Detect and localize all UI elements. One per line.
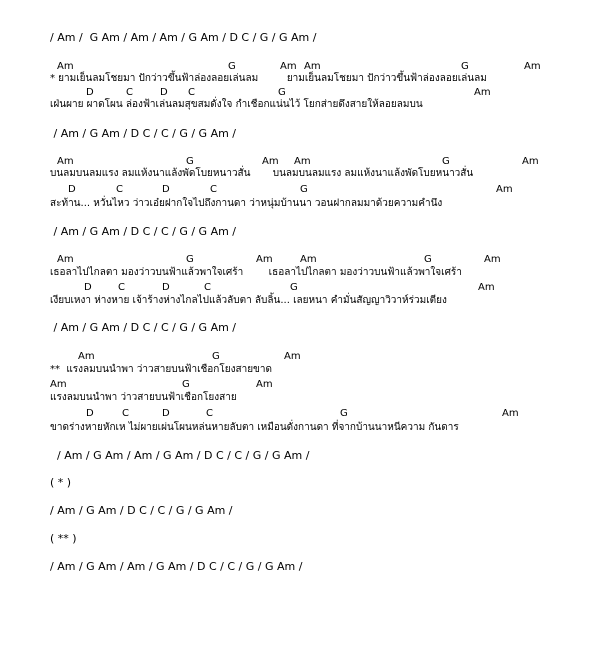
- progression: / Am / G Am / D C / C / G / G Am /: [50, 321, 237, 334]
- chord: Am: [50, 379, 67, 390]
- chord: Am: [304, 61, 321, 72]
- chord: C: [206, 408, 213, 419]
- chord: Am: [294, 156, 311, 167]
- lyric-line: เงียบเหงา ห่างหาย เจ้าร้างห่างไกลไปแล้วลับตา ลับลิ้น... เลยหนา คำมั่นสัญญาวิวาห์ร่วมเตียง: [50, 295, 447, 306]
- chord: G: [182, 379, 190, 390]
- chord: Am: [280, 61, 297, 72]
- chord: Am: [57, 156, 74, 167]
- chord: G: [424, 254, 432, 265]
- chord: Am: [300, 254, 317, 265]
- chord: D: [160, 87, 168, 98]
- repeat-marker: ( * ): [50, 476, 72, 489]
- lyric-line: * ยามเย็นลมโชยมา ปักว่าวขึ้นฟ้าล่องลอยเล่นลม ยามเย็นลมโชยมา ปักว่าวขึ้นฟ้าล่องลอยเล่นลม: [50, 73, 487, 84]
- chord: Am: [262, 156, 279, 167]
- chord: Am: [478, 282, 495, 293]
- progression: / Am / G Am / D C / C / G / G Am /: [50, 127, 237, 140]
- chord: Am: [484, 254, 501, 265]
- chord: Am: [284, 351, 301, 362]
- repeat-marker: ( ** ): [50, 532, 77, 545]
- chord: C: [116, 184, 123, 195]
- progression: / Am / G Am / D C / C / G / G Am /: [50, 504, 233, 517]
- chord: Am: [256, 254, 273, 265]
- chord: Am: [78, 351, 95, 362]
- chord: D: [68, 184, 76, 195]
- chord: C: [126, 87, 133, 98]
- lyric-line: ขาดร่างหายหักเห ไม่ผายเผ่นโผนหล่นหายลับตา เหมือนดั่งกานดา ที่จากบ้านนาหนีความ กันดาร: [50, 422, 459, 433]
- progression-intro: / Am / G Am / Am / Am / G Am / D C / G / G Am /: [50, 31, 317, 44]
- chord: Am: [256, 379, 273, 390]
- lyric-line: เฝ่นผาย ผาดโผน ล่องฟ้าเล่นลมสุขสมดั่งใจ กำเชือกแน่นไว้ โยกส่ายดึงสายให้ลอยลมบน: [50, 99, 423, 110]
- progression-outro: / Am / G Am / Am / G Am / D C / C / G / G Am /: [50, 560, 303, 573]
- lyric-line: แรงลมบนนำพา ว่าวสายบนฟ้าเชือกโยงสาย: [50, 392, 237, 403]
- chord: G: [290, 282, 298, 293]
- chord: C: [210, 184, 217, 195]
- chord: G: [300, 184, 308, 195]
- chord: C: [188, 87, 195, 98]
- chord: G: [442, 156, 450, 167]
- chord: G: [186, 156, 194, 167]
- progression: / Am / G Am / Am / G Am / D C / C / G / G Am /: [50, 449, 310, 462]
- chord: Am: [57, 61, 74, 72]
- lyric-line: บนลมบนลมแรง ลมแห้งนาแล้งพัดโบยหนาวสั่น บนลมบนลมแรง ลมแห้งนาแล้งพัดโบยหนาวสั่น: [50, 168, 474, 179]
- chord: D: [162, 184, 170, 195]
- chord: Am: [522, 156, 539, 167]
- chord: G: [228, 61, 236, 72]
- chord: Am: [496, 184, 513, 195]
- chord: C: [122, 408, 129, 419]
- chord: G: [186, 254, 194, 265]
- lyric-line: เธอลาไปไกลตา มองว่าวบนฟ้าแล้วพาใจเศร้า เธอลาไปไกลตา มองว่าวบนฟ้าแล้วพาใจเศร้า: [50, 267, 462, 278]
- chord: D: [162, 408, 170, 419]
- lyric-line: ** แรงลมบนนำพา ว่าวสายบนฟ้าเชือกโยงสายขาด: [50, 364, 273, 375]
- chord: G: [212, 351, 220, 362]
- chord: C: [118, 282, 125, 293]
- chord: G: [278, 87, 286, 98]
- chord: D: [84, 282, 92, 293]
- chord: Am: [502, 408, 519, 419]
- chord: G: [340, 408, 348, 419]
- chord: Am: [474, 87, 491, 98]
- lyric-line: สะท้าน... หวั่นไหว ว่าวเอ๋ยฝากใจไปถึงกานดา ว่าหนุ่มบ้านนา วอนฝากลมมาด้วยความคำนึง: [50, 198, 443, 209]
- chord: G: [461, 61, 469, 72]
- chord: C: [204, 282, 211, 293]
- chord: Am: [57, 254, 74, 265]
- progression: / Am / G Am / D C / C / G / G Am /: [50, 225, 237, 238]
- chord: D: [86, 408, 94, 419]
- chord: D: [162, 282, 170, 293]
- chord: D: [86, 87, 94, 98]
- chord: Am: [524, 61, 541, 72]
